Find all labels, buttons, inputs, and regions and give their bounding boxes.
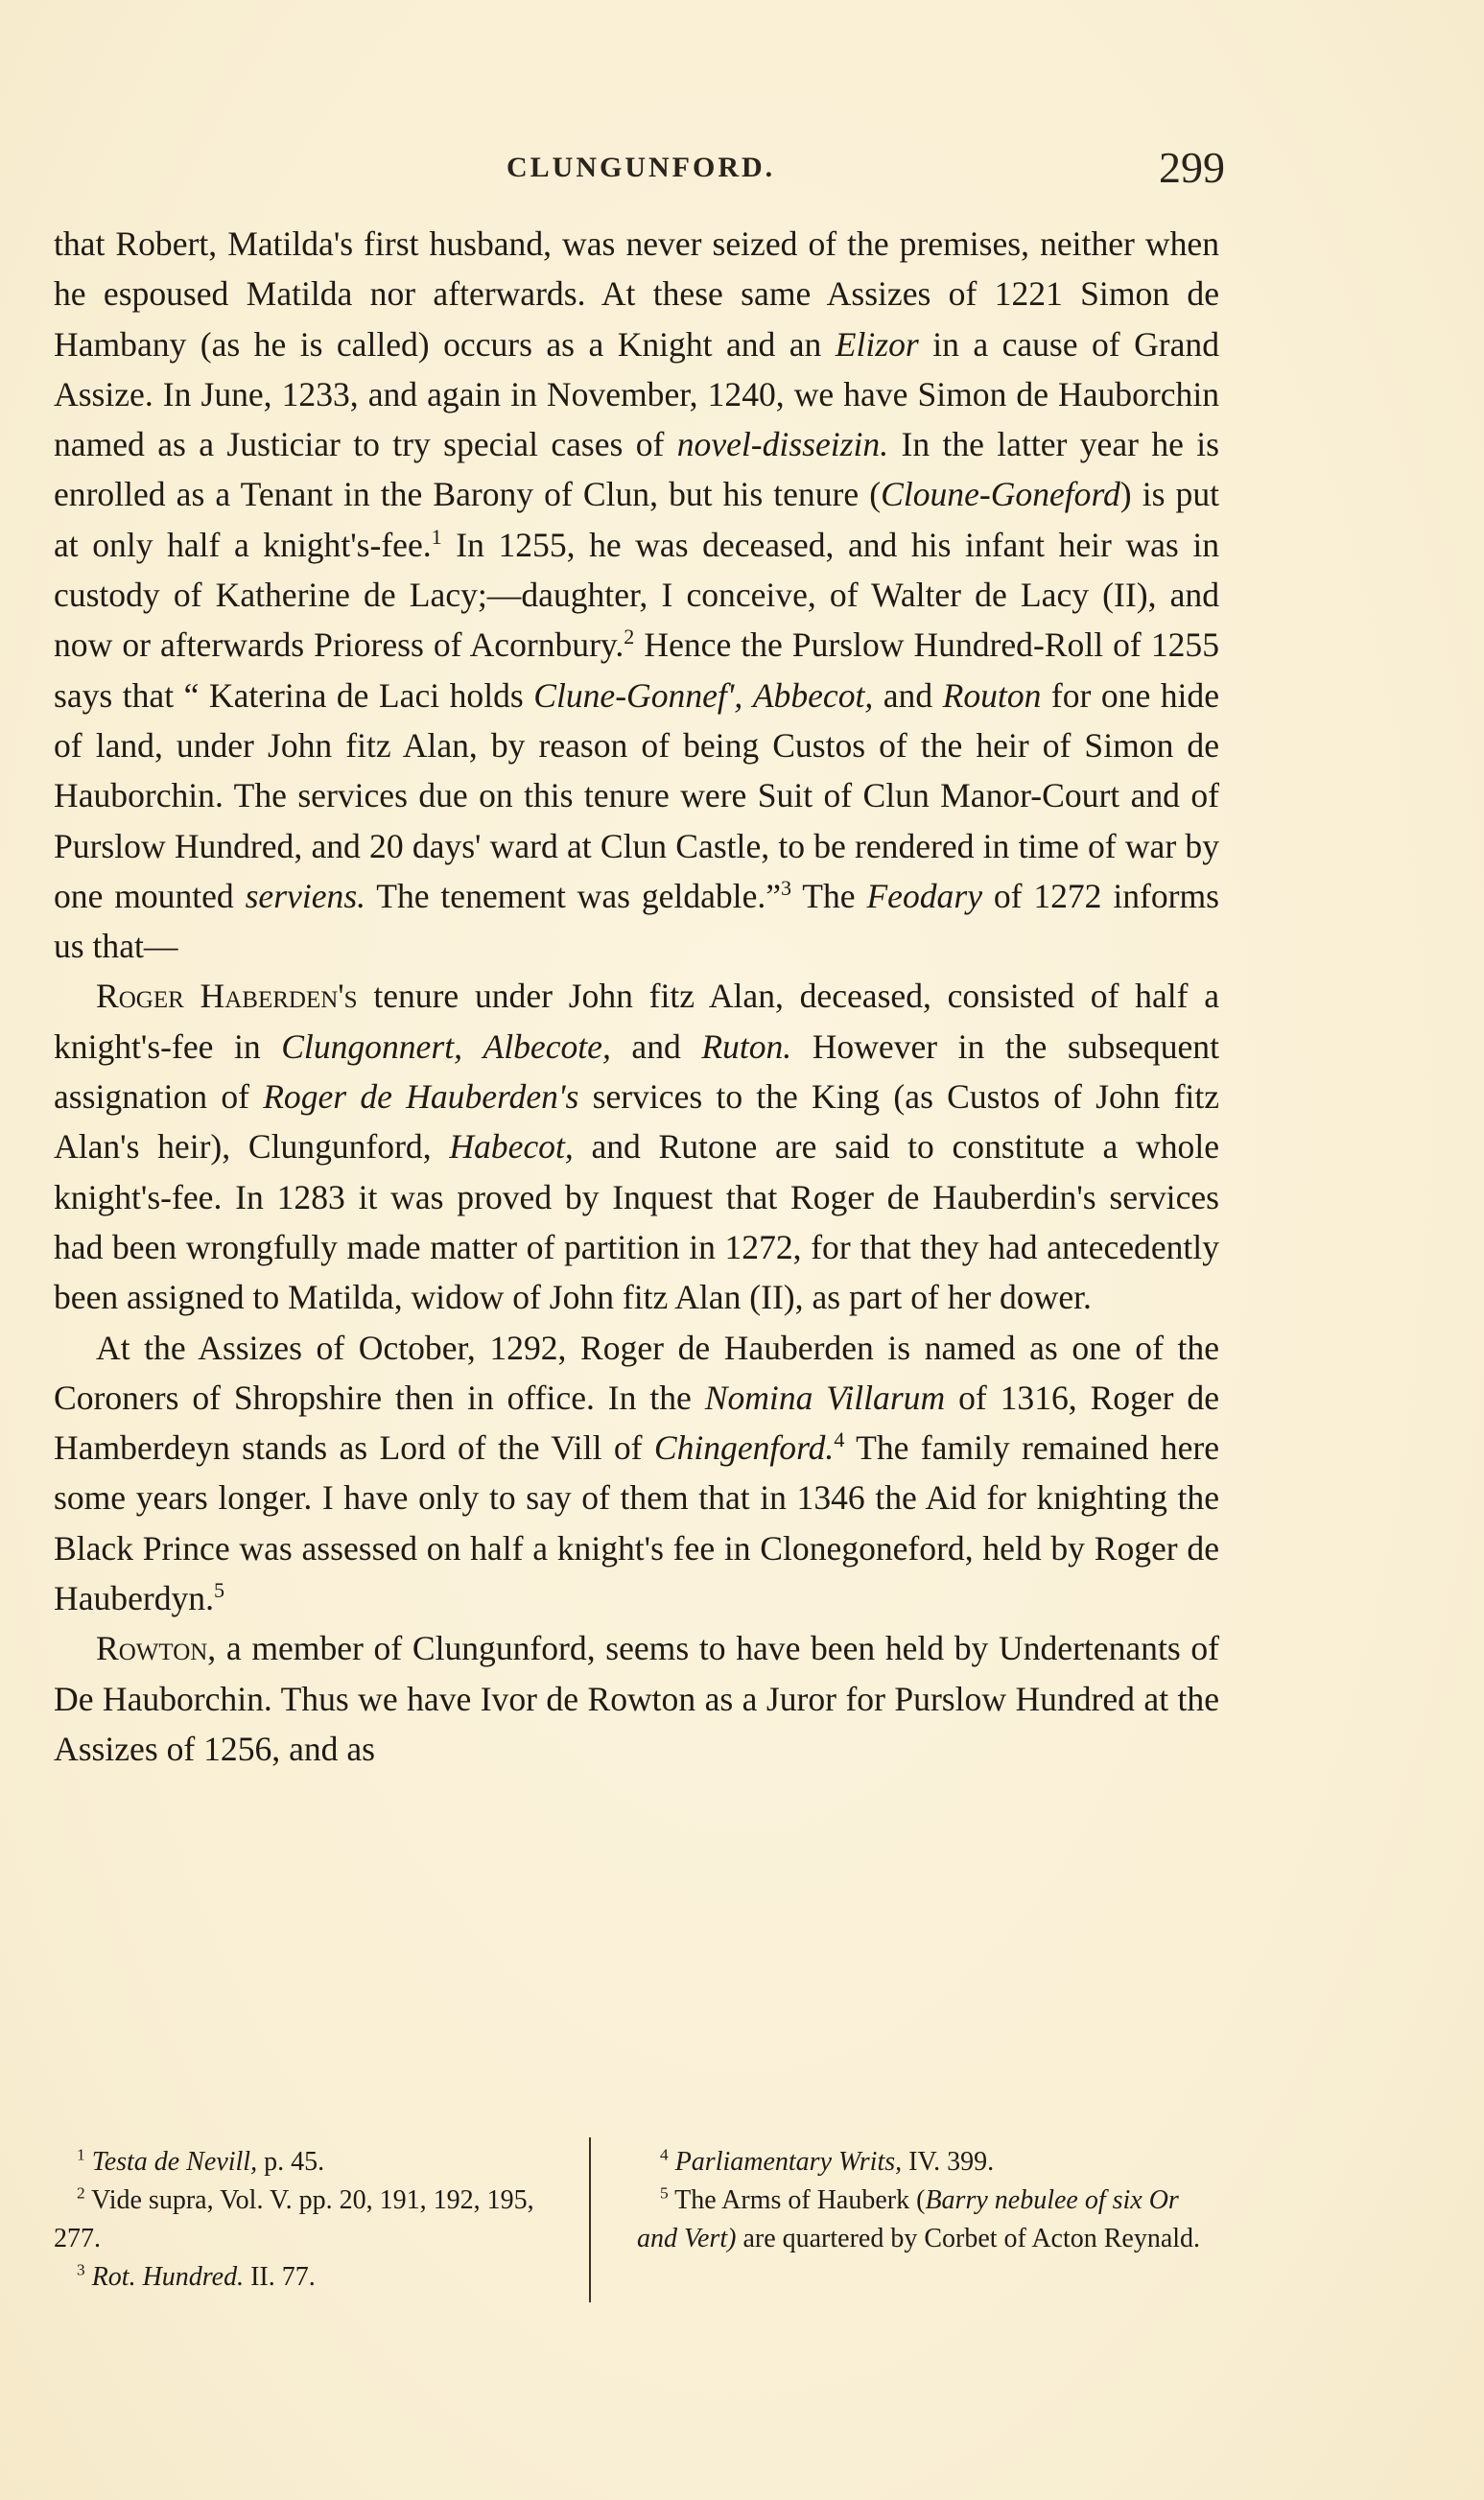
footnote-divider	[589, 2137, 591, 2302]
text-run: of 1316, Roger de Hamberdeyn stands as Lord of the Vill of	[54, 1378, 1220, 1468]
footnote-text: p. 45.	[257, 2147, 325, 2177]
footnote	[637, 2182, 1213, 2258]
text-run: The	[791, 876, 867, 915]
paragraph	[54, 1623, 1219, 1774]
italic-term: Albecote,	[483, 1026, 611, 1066]
footnote-ref: 3	[781, 875, 792, 900]
text-run: and Rutone are said to constitute a whole knight's-fee. In 1283 it was proved by Inquest that Roger de Hauberdin's services had been wrongfully made matter of partition in 1272, for that they had antecedently been assigned to Matilda, widow of John fitz Alan (II), as part of her dower.	[54, 1127, 1219, 1317]
italic-term: Habecot,	[449, 1127, 574, 1167]
footnote-number: 1	[77, 2145, 85, 2164]
footnote	[54, 2143, 567, 2182]
text-run: for one hide of land, under John fitz Alan, by reason of being Custos of the heir of Simon de Hauborchin. The services due on this tenure were Suit of Clun Manor-Court and of Purslow Hundred, and 20 days' ward at Clun Castle, to be rendered in time of war by one mounted	[54, 675, 1219, 915]
small-caps-name: Rowton,	[96, 1629, 217, 1668]
text-run: in a cause of Grand Assize. In June, 1233, and again in November, 1240, we have Simon de Hauborchin named as a Justiciar to try special cases of	[54, 324, 1219, 464]
footnotes-left-column	[54, 2143, 567, 2297]
text-run: However in the subsequent assignation of	[54, 1026, 1219, 1117]
italic-term: Elizor	[835, 324, 919, 364]
footnote-text: Vide supra, Vol. V. pp. 20, 191, 192, 195, 277.	[54, 2185, 534, 2253]
text-run: The family remained here some years longer. I have only to say of them that in 1346 the Aid for knighting the Black Prince was assessed on half a knight's fee in Clonegoneford, held by Roger de Hauberdyn.	[54, 1428, 1219, 1618]
footnote-number: 5	[660, 2183, 669, 2203]
text-run: In the latter year he is enrolled as a Tenant in the Barony of Clun, but his tenure (	[54, 425, 1219, 514]
footnotes-right-column	[637, 2143, 1213, 2258]
text-run: and	[873, 675, 943, 715]
paragraph	[54, 971, 1219, 1322]
footnote-number: 3	[77, 2260, 85, 2279]
running-head	[0, 142, 1484, 200]
italic-term: Ruton.	[701, 1026, 792, 1066]
footnote-text: The Arms of Hauberk (	[668, 2185, 926, 2215]
italic-term: serviens.	[245, 876, 366, 915]
text-run	[462, 1027, 483, 1066]
text-run: tenure under John fitz Alan, deceased, consisted of half a knight's-fee in	[54, 977, 1219, 1066]
paragraph	[54, 1323, 1219, 1624]
italic-term: Roger de Hauberden's	[263, 1077, 579, 1117]
footnote-ref: 4	[834, 1427, 845, 1451]
italic-term: Clune-Gonnef',	[533, 675, 743, 715]
body-text	[54, 219, 1219, 1774]
text-run: a member of Clungunford, seems to have been held by Undertenants of De Hauborchin. Thus we have Ivor de Rowton as a Juror for Purslow Hundred at the Assizes of 1256, and as	[54, 1629, 1219, 1768]
footnote	[637, 2143, 1213, 2182]
text-run: that Robert, Matilda's first husband, was never seized of the premises, neither when he espoused Matilda nor afterwards. At these same Assizes of 1221 Simon de Hambany (as he is called) occurs as a Knight and an	[54, 224, 1219, 364]
running-title: CLUNGUNFORD.	[506, 152, 776, 183]
footnote-text: are quartered by Corbet of Acton Reynald.	[736, 2224, 1201, 2253]
text-run: and	[610, 1026, 702, 1066]
italic-term: Clungonnert,	[281, 1026, 462, 1066]
italic-term: Feodary	[866, 876, 982, 915]
small-caps-name: Roger Haberden's	[96, 977, 358, 1016]
paragraph	[54, 219, 1219, 971]
text-run: ) is put at only half a knight's-fee.	[54, 475, 1219, 564]
footnote-citation: Testa de Nevill,	[91, 2147, 258, 2177]
footnote-text: IV. 399.	[902, 2147, 995, 2177]
text-run	[742, 676, 753, 715]
text-run: In 1255, he was deceased, and his infant heir was in custody of Katherine de Lacy;—daughter, I conceive, of Walter de Lacy (II), and now or afterwards Prioress of Acornbury.	[54, 525, 1219, 665]
footnote-ref: 5	[213, 1577, 224, 1602]
text-run: Hence the Purslow Hundred-Roll of 1255 says that “ Katerina de Laci holds	[54, 625, 1219, 715]
footnote-citation: Barry nebulee of six Or and Vert)	[637, 2185, 1179, 2253]
italic-term: novel-disseizin.	[676, 425, 889, 464]
footnote-ref: 1	[431, 524, 442, 549]
footnote-text: II. 77.	[244, 2262, 316, 2292]
text-run: The tenement was geldable.”	[365, 876, 782, 915]
footnote-number: 2	[77, 2183, 85, 2203]
footnote	[54, 2258, 567, 2297]
italic-term: Abbecot,	[752, 675, 874, 715]
italic-term: Chingenford.	[653, 1428, 835, 1468]
italic-term: Nomina Villarum	[704, 1378, 946, 1417]
text-run: At the Assizes of October, 1292, Roger de Hauberden is named as one of the Coroners of Shropshire then in office. In the	[54, 1328, 1219, 1417]
text-run: of 1272 informs us that—	[54, 876, 1219, 966]
text-run: services to the King (as Custos of John fitz Alan's heir), Clungunford,	[54, 1077, 1219, 1167]
footnote	[54, 2182, 567, 2258]
italic-term: Routon	[942, 675, 1042, 715]
page-number: 299	[1159, 143, 1225, 192]
footnote-number: 4	[660, 2145, 669, 2164]
italic-term: Cloune-Goneford	[881, 475, 1120, 514]
footnote-ref: 2	[624, 625, 635, 649]
footnote-citation: Parliamentary Writs,	[674, 2147, 903, 2177]
footnote-citation: Rot. Hundred.	[91, 2262, 245, 2292]
